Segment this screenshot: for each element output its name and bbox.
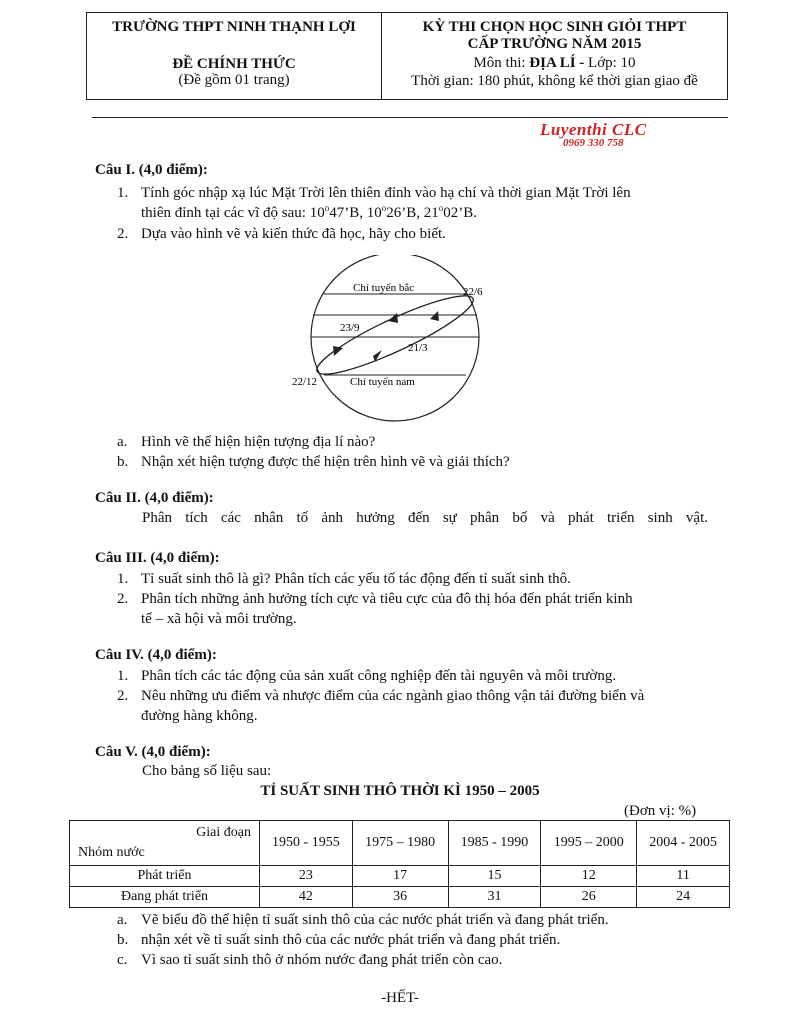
subject-line bbox=[473, 53, 635, 73]
q3-item-2-line-2: tế – xã hội và môi trường. bbox=[141, 611, 297, 627]
q1-item-1-line-1: Tính góc nhập xạ lúc Mặt Trời lên thiên đỉnh vào hạ chí và thời gian Mặt Trời lên bbox=[141, 185, 631, 201]
official-label: ĐỀ CHÍNH THỨC bbox=[172, 56, 296, 72]
arrow-icon bbox=[430, 311, 439, 321]
q1-item-2-number: 2. bbox=[117, 226, 129, 242]
brand-phone: 0969 330 758 bbox=[563, 137, 624, 149]
table-cell: 11 bbox=[637, 866, 730, 887]
table-cell: 42 bbox=[260, 887, 353, 908]
table-cell: 31 bbox=[448, 887, 541, 908]
q1-item-1-line-2 bbox=[141, 203, 719, 223]
birth-rate-table bbox=[69, 820, 730, 908]
sun-path-ellipse bbox=[310, 284, 479, 386]
table-cell: 26 bbox=[541, 887, 637, 908]
table-cell: 12 bbox=[541, 866, 637, 887]
q1-item-1-text bbox=[141, 183, 719, 223]
header-left bbox=[87, 13, 382, 99]
q4-item-2-text bbox=[141, 686, 719, 726]
label-north-tropic: Chí tuyến bắc bbox=[353, 282, 415, 294]
q3-item-2-line-1: Phân tích những ảnh hưởng tích cực và tiêu cực của đô thị hóa đến phát triển kinh bbox=[141, 591, 633, 607]
degree-sign: o bbox=[324, 203, 330, 213]
degree-sign: o bbox=[438, 203, 444, 213]
table-cell: 36 bbox=[352, 887, 448, 908]
period-header: 1985 - 1990 bbox=[448, 821, 541, 866]
table-header-row bbox=[70, 821, 730, 866]
q1-sub-a-text: Hình vẽ thể hiện hiện tượng địa lí nào? bbox=[141, 434, 376, 450]
question-4-title: Câu IV. (4,0 điểm): bbox=[95, 647, 217, 663]
brand-name: Luyenthi CLC bbox=[540, 120, 647, 139]
period-header: 1995 – 2000 bbox=[541, 821, 637, 866]
exam-title-2: CẤP TRƯỜNG NĂM 2015 bbox=[467, 36, 642, 52]
corner-period-label: Giai đoạn bbox=[196, 825, 251, 840]
latitude-1: 47’B, 10 bbox=[329, 205, 382, 221]
latitude-3: 02’B. bbox=[443, 205, 477, 221]
school-name: TRƯỜNG THPT NINH THẠNH LỢI bbox=[112, 19, 356, 35]
q5-sub-b-label: b. bbox=[117, 932, 129, 948]
q4-item-2-number: 2. bbox=[117, 688, 129, 704]
subject-prefix: Môn thi: bbox=[473, 55, 530, 71]
q3-item-2-number: 2. bbox=[117, 591, 129, 607]
q2-text: Phân tích các nhân tố ảnh hưởng đến sự phân bố và phát triển sinh vật. bbox=[142, 510, 708, 526]
table-cell: 17 bbox=[352, 866, 448, 887]
q4-item-1-number: 1. bbox=[117, 668, 129, 684]
subject-name: ĐỊA LÍ - bbox=[529, 55, 589, 71]
question-1-title: Câu I. (4,0 điểm): bbox=[95, 162, 208, 178]
q5-sub-b-text: nhận xét về tỉ suất sinh thô của các nước phát triển và đang phát triển. bbox=[141, 932, 561, 948]
brand-watermark bbox=[540, 120, 647, 149]
exam-title-1: KỲ THI CHỌN HỌC SINH GIỎI THPT bbox=[422, 19, 687, 35]
degree-sign: o bbox=[381, 203, 387, 213]
label-march: 21/3 bbox=[408, 342, 428, 354]
q4-item-2-line-1: Nêu những ưu điểm và nhược điểm của các ngành giao thông vận tải đường biển và bbox=[141, 688, 645, 704]
sun-path-diagram bbox=[280, 255, 510, 425]
table-row bbox=[70, 887, 730, 908]
q1-item-1 bbox=[117, 183, 717, 223]
question-2-title: Câu II. (4,0 điểm): bbox=[95, 490, 214, 506]
header-divider bbox=[92, 117, 728, 118]
arrow-icon bbox=[333, 346, 343, 356]
q1-item-1-number: 1. bbox=[117, 185, 129, 201]
table-cell: 23 bbox=[260, 866, 353, 887]
table-row bbox=[70, 866, 730, 887]
label-september: 23/9 bbox=[340, 322, 360, 334]
question-5-title: Câu V. (4,0 điểm): bbox=[95, 744, 211, 760]
latitude-2: 26’B, 21 bbox=[386, 205, 439, 221]
group-name: Đang phát triển bbox=[70, 887, 260, 908]
time-line: Thời gian: 180 phút, không kể thời gian giao đề bbox=[411, 73, 698, 89]
table-cell: 15 bbox=[448, 866, 541, 887]
label-june: 22/6 bbox=[463, 286, 483, 298]
q5-intro: Cho bảng số liệu sau: bbox=[142, 763, 272, 779]
q5-sub-a-text: Vẽ biểu đồ thể hiện tỉ suất sinh thô của các nước phát triển và đang phát triển. bbox=[141, 912, 609, 928]
q4-item-1-text: Phân tích các tác động của sản xuất công nghiệp đến tài nguyên và môi trường. bbox=[141, 668, 617, 684]
q1-latitudes-pre: thiên đỉnh tại các vĩ độ sau: 10 bbox=[141, 205, 325, 221]
label-december: 22/12 bbox=[292, 376, 318, 388]
page-count: (Đề gồm 01 trang) bbox=[178, 72, 290, 88]
grade-label: Lớp: 10 bbox=[588, 55, 636, 71]
q4-item-2 bbox=[117, 686, 717, 726]
q5-sub-c-text: Vì sao tỉ suất sinh thô ở nhóm nước đang phát triển còn cao. bbox=[141, 952, 503, 968]
q4-item-2-line-2: đường hàng không. bbox=[141, 708, 258, 724]
exam-header bbox=[86, 12, 728, 100]
header-right bbox=[382, 13, 727, 99]
q1-sub-b-text: Nhận xét hiện tượng được thể hiện trên hình vẽ và giải thích? bbox=[141, 454, 510, 470]
q5-sub-c-label: c. bbox=[117, 952, 128, 968]
group-name: Phát triển bbox=[70, 866, 260, 887]
period-header: 2004 - 2005 bbox=[637, 821, 730, 866]
unit-label: (Đơn vị: %) bbox=[624, 803, 697, 819]
table-cell: 24 bbox=[637, 887, 730, 908]
period-header: 1950 - 1955 bbox=[260, 821, 353, 866]
corner-group-label: Nhóm nước bbox=[78, 845, 145, 860]
q1-sub-a-label: a. bbox=[117, 434, 128, 450]
q5-sub-a-label: a. bbox=[117, 912, 128, 928]
label-south-tropic: Chí tuyến nam bbox=[350, 376, 415, 388]
period-header: 1975 – 1980 bbox=[352, 821, 448, 866]
end-marker: -HẾT- bbox=[381, 990, 419, 1006]
table-title: TỈ SUẤT SINH THÔ THỜI KÌ 1950 – 2005 bbox=[260, 783, 540, 799]
q3-item-1-text: Tỉ suất sinh thô là gì? Phân tích các yếu tố tác động đến tỉ suất sinh thô. bbox=[141, 571, 571, 587]
question-3-title: Câu III. (4,0 điểm): bbox=[95, 550, 220, 566]
q1-sub-b-label: b. bbox=[117, 454, 129, 470]
q1-item-2-text: Dựa vào hình vẽ và kiến thức đã học, hãy cho biết. bbox=[141, 226, 446, 242]
q3-item-1-number: 1. bbox=[117, 571, 129, 587]
q3-item-2 bbox=[117, 589, 717, 629]
q3-item-2-text bbox=[141, 589, 719, 629]
table-corner-cell bbox=[70, 821, 260, 866]
earth-circle bbox=[311, 255, 479, 421]
